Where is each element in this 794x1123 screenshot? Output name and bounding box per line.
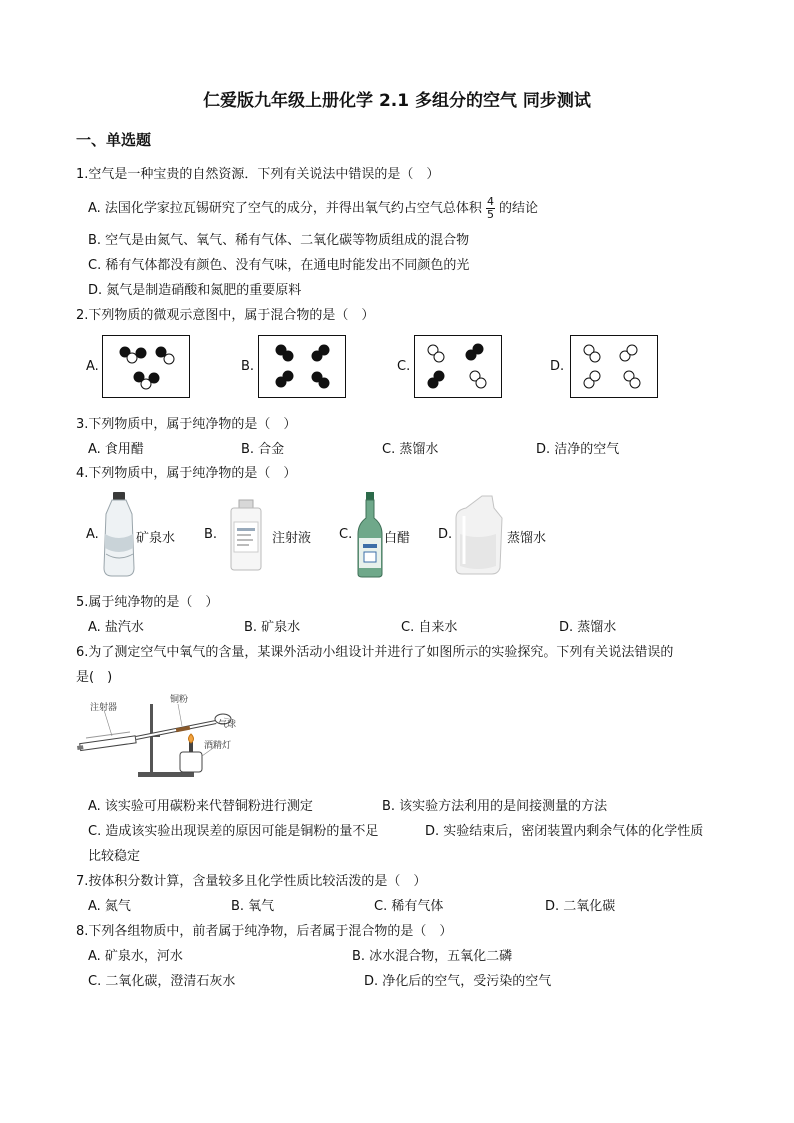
- molecule-diagram-a[interactable]: [102, 335, 190, 398]
- molecule-diagram-c[interactable]: [414, 335, 502, 398]
- question-5-option-a[interactable]: A. 盐汽水: [88, 620, 144, 635]
- fraction-four-fifths: [486, 196, 495, 221]
- option-a-text-pre: A. 法国化学家拉瓦锡研究了空气的成分，并得出氧气约占空气总体积: [88, 201, 482, 216]
- question-2-stem: 2.下列物质的微观示意图中，属于混合物的是（ ）: [76, 308, 375, 323]
- distilled-water-label: 蒸馏水: [507, 531, 547, 546]
- fraction-denominator: 5: [486, 208, 494, 221]
- question-4-option-a-label[interactable]: A.: [86, 527, 99, 542]
- question-7-option-a[interactable]: A. 氮气: [88, 899, 131, 914]
- question-1-stem: 1.空气是一种宝贵的自然资源．下列有关说法中错误的是（ ）: [76, 167, 440, 182]
- question-1-option-c[interactable]: C. 稀有气体都没有颜色、没有气味，在通电时能发出不同颜色的光: [88, 258, 470, 273]
- question-7-option-d[interactable]: D. 二氧化碳: [545, 899, 616, 914]
- question-7-option-b[interactable]: B. 氧气: [231, 899, 275, 914]
- question-6-option-a[interactable]: A. 该实验可用碳粉来代替铜粉进行测定: [88, 799, 313, 814]
- question-2-option-d-label[interactable]: D.: [550, 359, 565, 374]
- question-4-option-c-label[interactable]: C.: [339, 527, 353, 542]
- syringe-label: 注射器: [90, 703, 118, 713]
- question-6-stem-line-1: 6.为了测定空气中氧气的含量，某课外活动小组设计并进行了如图所示的实验探究。下列有关说法错误的: [76, 645, 674, 660]
- question-4-stem: 4.下列物质中，属于纯净物的是（ ）: [76, 466, 297, 481]
- question-1-option-b[interactable]: B. 空气是由氮气、氧气、稀有气体、二氧化碳等物质组成的混合物: [88, 233, 470, 248]
- injection-bottle-icon: [225, 500, 267, 574]
- page-title: 仁爱版九年级上册化学 2.1 多组分的空气 同步测试: [203, 91, 591, 111]
- white-vinegar-bottle-icon: [356, 492, 384, 578]
- question-5-option-d[interactable]: D. 蒸馏水: [559, 620, 617, 635]
- question-6-option-d-continued: 比较稳定: [88, 849, 141, 864]
- question-8-stem: 8.下列各组物质中，前者属于纯净物，后者属于混合物的是（ ）: [76, 924, 453, 939]
- molecule-diagram-a-svg: [103, 336, 189, 397]
- question-6-option-b[interactable]: B. 该实验方法利用的是间接测量的方法: [382, 799, 608, 814]
- distilled-water-bag-icon: [452, 494, 504, 576]
- question-5-option-b[interactable]: B. 矿泉水: [244, 620, 301, 635]
- question-3-stem: 3.下列物质中，属于纯净物的是（ ）: [76, 417, 297, 432]
- question-8-option-a[interactable]: A. 矿泉水，河水: [88, 949, 183, 964]
- question-2-option-a-label[interactable]: A.: [86, 359, 99, 374]
- question-3-option-b[interactable]: B. 合金: [241, 442, 285, 457]
- question-7-option-c[interactable]: C. 稀有气体: [374, 899, 444, 914]
- experiment-apparatus-diagram: [76, 694, 246, 786]
- molecule-diagram-d[interactable]: [570, 335, 658, 398]
- white-vinegar-label: 白醋: [384, 531, 411, 546]
- balloon-label: 气球: [218, 720, 237, 730]
- question-3-option-d[interactable]: D. 洁净的空气: [536, 442, 620, 457]
- injection-label: 注射液: [272, 531, 312, 546]
- question-2-option-c-label[interactable]: C.: [397, 359, 411, 374]
- question-6-option-d[interactable]: D. 实验结束后，密闭装置内剩余气体的化学性质: [425, 824, 704, 839]
- question-1-option-a[interactable]: [88, 196, 538, 221]
- question-8-option-d[interactable]: D. 净化后的空气，受污染的空气: [364, 974, 552, 989]
- mineral-water-bottle-icon: [100, 492, 138, 578]
- question-3-option-a[interactable]: A. 食用醋: [88, 442, 144, 457]
- question-6-stem-line-2: 是( ): [76, 670, 113, 685]
- section-heading: 一、单选题: [76, 131, 152, 149]
- question-7-stem: 7.按体积分数计算，含量较多且化学性质比较活泼的是（ ）: [76, 874, 427, 889]
- question-1-option-d[interactable]: D. 氮气是制造硝酸和氮肥的重要原料: [88, 283, 302, 298]
- alcohol-lamp-label: 酒精灯: [204, 741, 232, 751]
- molecule-diagram-c-svg: [415, 336, 501, 397]
- fraction-numerator: 4: [486, 195, 494, 208]
- mineral-water-label: 矿泉水: [136, 531, 176, 546]
- molecule-diagram-b[interactable]: [258, 335, 346, 398]
- question-8-option-c[interactable]: C. 二氧化碳，澄清石灰水: [88, 974, 236, 989]
- question-6-option-c[interactable]: C. 造成该实验出现误差的原因可能是铜粉的量不足: [88, 824, 379, 839]
- question-3-option-c[interactable]: C. 蒸馏水: [382, 442, 439, 457]
- question-4-option-d-label[interactable]: D.: [438, 527, 453, 542]
- molecule-diagram-d-svg: [571, 336, 657, 397]
- question-8-option-b[interactable]: B. 冰水混合物，五氧化二磷: [352, 949, 513, 964]
- question-5-option-c[interactable]: C. 自来水: [401, 620, 458, 635]
- question-4-option-b-label[interactable]: B.: [204, 527, 218, 542]
- molecule-diagram-b-svg: [259, 336, 345, 397]
- option-a-text-post: 的结论: [498, 201, 538, 216]
- question-5-stem: 5.属于纯净物的是（ ）: [76, 595, 219, 610]
- question-2-option-b-label[interactable]: B.: [241, 359, 255, 374]
- copper-powder-label: 铜粉: [170, 695, 189, 705]
